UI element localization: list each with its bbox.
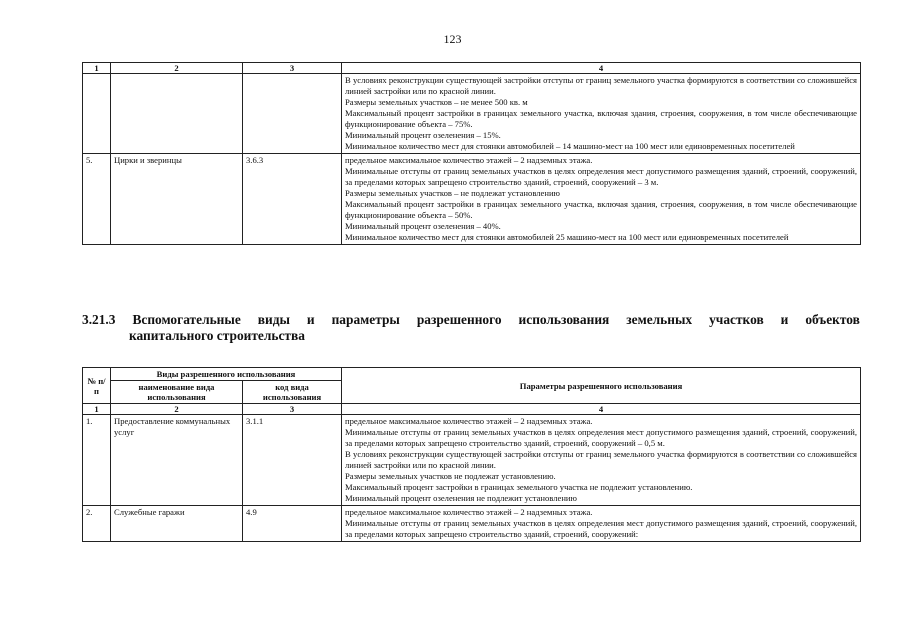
col-number: 2: [111, 404, 243, 415]
col-number: 4: [342, 63, 861, 74]
parameter-line: Размеры земельных участков – не подлежат установлению: [345, 188, 560, 198]
section-heading-line1: [82, 312, 860, 328]
header-num: № п/п: [83, 368, 111, 404]
heading-word: Вспомогательные: [132, 312, 241, 327]
parameter-line: Минимальный процент озеленения – 15%.: [345, 130, 501, 140]
col-number: 3: [243, 404, 342, 415]
header-group: Виды разрешенного использования: [111, 368, 342, 381]
row-number: 2.: [83, 506, 111, 542]
use-name: Предоставление коммунальных услуг: [111, 415, 243, 506]
parameter-line: предельное максимальное количество этажей – 2 надземных этажа.: [345, 155, 593, 165]
table-header-row: [83, 368, 861, 381]
use-name: Цирки и зверинцы: [111, 154, 243, 245]
parameter-line: В условиях реконструкции существующей застройки отступы от границ земельного участка формируются в соответствии со сложившейся линией застройки или по красной линии.: [345, 75, 857, 96]
row-number: [83, 74, 111, 154]
heading-word: участков: [709, 312, 764, 327]
heading-word: земельных: [626, 312, 693, 327]
use-code: [243, 74, 342, 154]
header-name: наименование вида использования: [111, 381, 243, 404]
parameter-line: Минимальный процент озеленения не подлежит установлению: [345, 493, 577, 503]
use-code: 4.9: [243, 506, 342, 542]
parameter-line: Размеры земельных участков – не менее 500 кв. м: [345, 97, 528, 107]
row-number: 5.: [83, 154, 111, 245]
parameter-line: Максимальный процент застройки в границах земельного участка, включая здания, строения, сооружения, в том числе обеспечивающие функционирование объекта – 50%.: [345, 199, 857, 220]
heading-word: параметры: [331, 312, 400, 327]
parameter-line: Максимальный процент застройки в границах земельного участка, включая здания, строения, сооружения, в том числе обеспечивающие функционирование объекта – 75%.: [345, 108, 857, 129]
parameter-line: Минимальные отступы от границ земельных участков в целях определения мест допустимого размещения зданий, строений, сооружений, за пределами которых запрещено строительство зданий, строений, сооружений – 0,5 м.: [345, 427, 858, 448]
parameter-line: Минимальное количество мест для стоянки автомобилей – 14 машино-мест на 100 мест или единовременных посетителей: [345, 141, 795, 151]
parameter-line: Минимальные отступы от границ земельных участков в целях определения мест допустимого размещения зданий, строений, сооружений, за пределами которых запрещено строительство зданий, строений, сооружений – 3 м.: [345, 166, 857, 187]
section-heading: [82, 312, 860, 344]
parameter-line: предельное максимальное количество этажей – 2 надземных этажа.: [345, 416, 593, 426]
use-code: 3.1.1: [243, 415, 342, 506]
parameter-line: Минимальные отступы от границ земельных участков в целях определения мест допустимого размещения зданий, строений, сооружений, за пределами которых запрещено строительство зданий, строений, сооружений:: [345, 518, 858, 539]
col-number: 2: [111, 63, 243, 74]
heading-word: и: [306, 312, 315, 327]
header-params: Параметры разрешенного использования: [342, 368, 861, 404]
header-code: код вида использования: [243, 381, 342, 404]
use-name: [111, 74, 243, 154]
use-parameters: [342, 506, 861, 542]
heading-word: объектов: [805, 312, 860, 327]
table-row: [83, 415, 861, 506]
row-number: 1.: [83, 415, 111, 506]
table-row: [83, 154, 861, 245]
col-number: 4: [342, 404, 861, 415]
use-name: Служебные гаражи: [111, 506, 243, 542]
section-heading-line2: капитального строительства: [129, 328, 305, 343]
column-number-row: [83, 63, 861, 74]
parameter-line: Максимальный процент застройки в границах земельного участка не подлежит установлению.: [345, 482, 693, 492]
col-number: 1: [83, 63, 111, 74]
heading-word: разрешенного: [416, 312, 502, 327]
parameter-line: Размеры земельных участков не подлежат установлению.: [345, 471, 556, 481]
parameter-line: Минимальный процент озеленения – 40%.: [345, 221, 501, 231]
table-row: [83, 74, 861, 154]
auxiliary-use-table: [82, 367, 861, 542]
parameter-line: Минимальное количество мест для стоянки автомобилей 25 машино-мест на 100 мест или единовременных посетителей: [345, 232, 789, 242]
parameter-line: предельное максимальное количество этажей – 2 надземных этажа.: [345, 507, 593, 517]
use-parameters: [342, 74, 861, 154]
heading-word: виды: [257, 312, 290, 327]
heading-word: и: [780, 312, 789, 327]
use-parameters: [342, 154, 861, 245]
use-code: 3.6.3: [243, 154, 342, 245]
section-number: 3.21.3: [82, 312, 116, 327]
parameter-line: В условиях реконструкции существующей застройки отступы от границ земельного участка формируются в соответствии со сложившейся линией застройки или по красной линии.: [345, 449, 858, 470]
col-number: 1: [83, 404, 111, 415]
use-parameters: [342, 415, 861, 506]
permitted-use-table-continued: [82, 62, 861, 245]
col-number: 3: [243, 63, 342, 74]
column-number-row: [83, 404, 861, 415]
page-number: 123: [443, 32, 462, 46]
table-row: [83, 506, 861, 542]
heading-word: использования: [518, 312, 610, 327]
